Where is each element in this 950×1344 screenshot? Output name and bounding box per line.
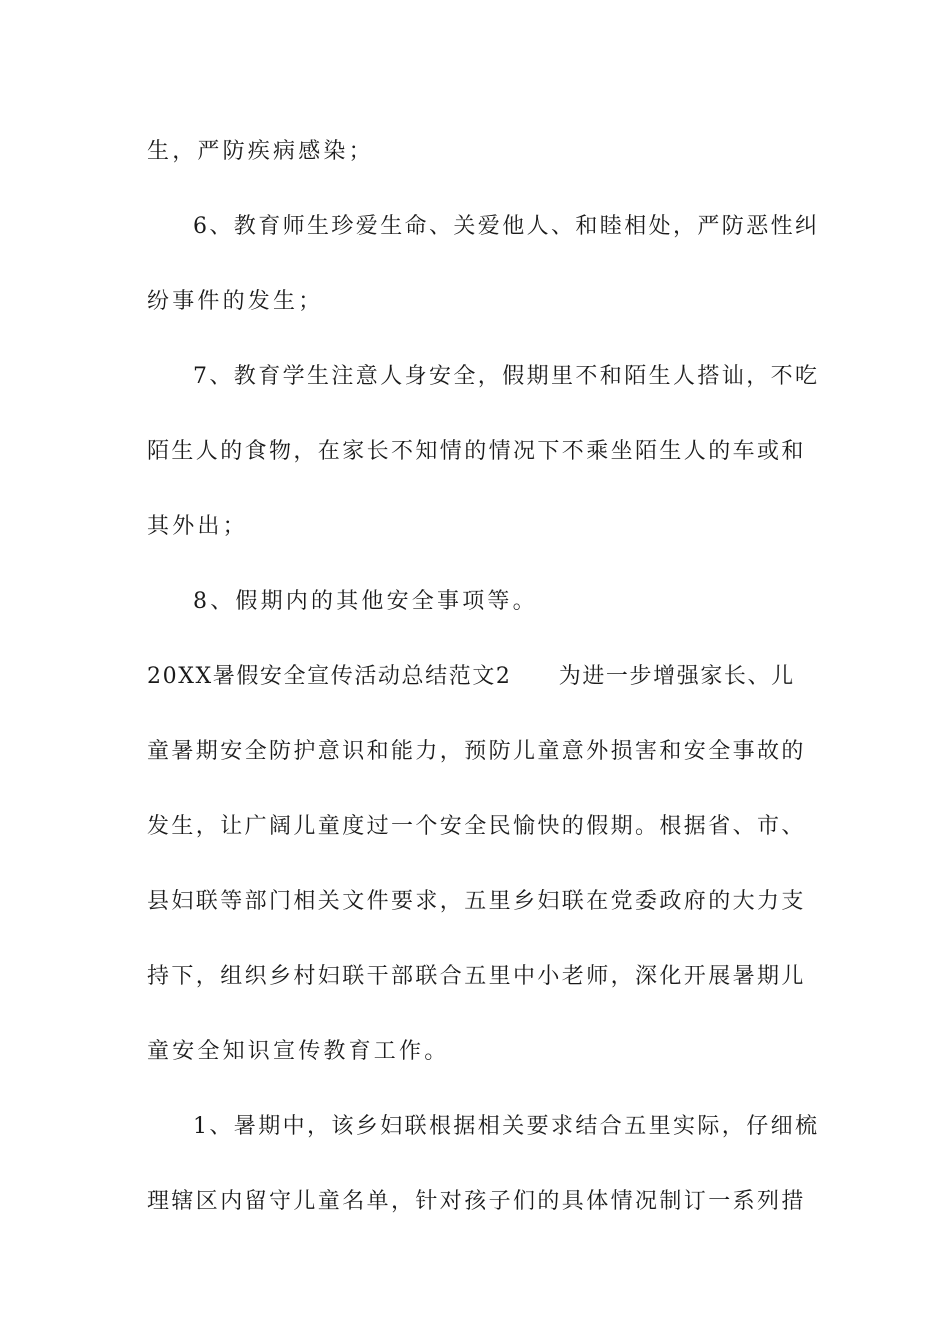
text-line: 童暑期安全防护意识和能力，预防儿童意外损害和安全事故的	[147, 739, 806, 764]
text-line: 纷事件的发生；	[147, 289, 324, 314]
text-line: 6、教育师生珍爱生命、关爱他人、和睦相处，严防恶性纠	[193, 214, 820, 239]
text-line: 8、假期内的其他安全事项等。	[193, 589, 538, 614]
text-line: 理辖区内留守儿童名单，针对孩子们的具体情况制订一系列措	[147, 1189, 806, 1214]
text-line: 童安全知识宣传教育工作。	[147, 1039, 450, 1064]
text-line: 生，严防疾病感染；	[147, 139, 374, 164]
text-line: 持下，组织乡村妇联干部联合五里中小老师，深化开展暑期儿	[147, 964, 806, 989]
section-heading-line: 20XX暑假安全宣传活动总结范文2 为进一步增强家长、儿	[147, 664, 795, 689]
text-line: 发生，让广阔儿童度过一个安全民愉快的假期。根据省、市、	[147, 814, 806, 839]
text-line: 7、教育学生注意人身安全，假期里不和陌生人搭讪，不吃	[193, 364, 820, 389]
text-line: 其外出；	[147, 514, 248, 539]
text-line: 陌生人的食物，在家长不知情的情况下不乘坐陌生人的车或和	[147, 439, 806, 464]
text-line: 县妇联等部门相关文件要求，五里乡妇联在党委政府的大力支	[147, 889, 806, 914]
text-line: 1、暑期中，该乡妇联根据相关要求结合五里实际，仔细梳	[193, 1114, 820, 1139]
